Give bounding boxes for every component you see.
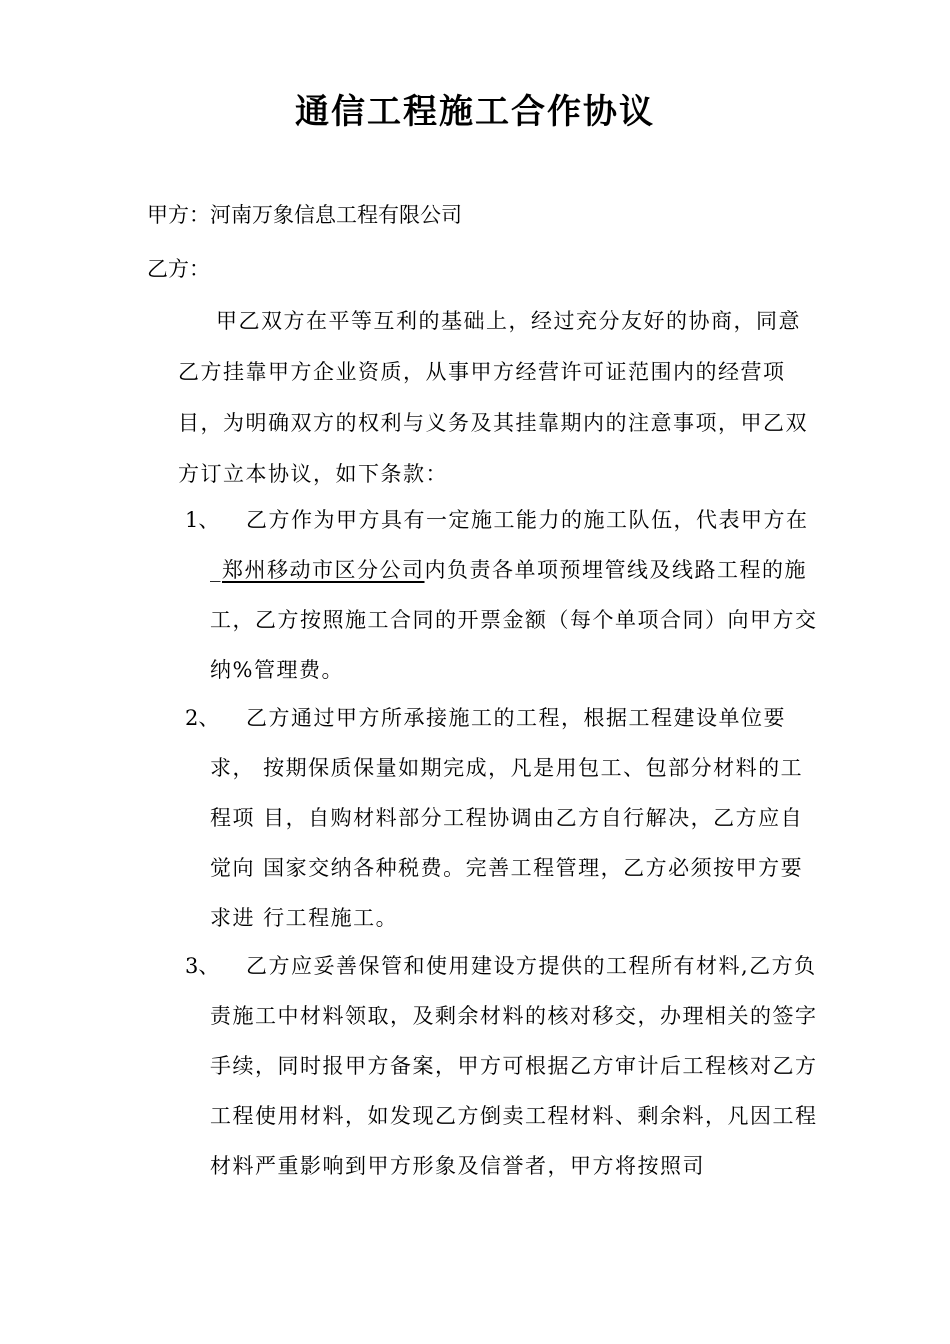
clause-3-number: 3、 [185,954,220,978]
clause-2-text: 乙方通过甲方所承接施工的工程，根据工程建设单位要求， 按期保质保量如期完成，凡是用包工、包部分材料的工程项 目，自购材料部分工程协调由乙方自行解决，乙方应自觉向 国家交纳各种税费。完善工程管理，乙方必须按甲方要求进 行工程施工。 [210,706,804,930]
intro-paragraph [178,296,820,500]
clause-3-text: 乙方应妥善保管和使用建设方提供的工程所有材料,乙方负责施工中材料领取，及剩余材料的核对移交，办理相关的签字手续，同时报甲方备案，甲方可根据乙方审计后工程核对乙方工程使用材料，如发现乙方倒卖工程材料、剩余料，凡因工程材料严重影响到甲方形象及信誉者，甲方将按照司 [210,954,818,1178]
intro-text: 甲乙双方在平等互利的基础上，经过充分友好的协商，同意乙方挂靠甲方企业资质，从事甲方经营许可证范围内的经营项目，为明确双方的权利与义务及其挂靠期内的注意事项，甲乙双方订立本协议，如下条款： [178,309,808,486]
clause-1-number: 1、 [185,508,220,532]
document-title: 通信工程施工合作协议 [295,92,655,132]
clause-1-text-after: 内负责各单项预埋管线及线路工程的施工，乙方按照施工合同的开票金额（每个单项合同）向甲方交纳%管理费。 [210,558,818,682]
clause-1-text-before: 乙方作为甲方具有一定施工能力的施工队伍，代表甲方在_ [210,508,809,582]
party-a-line: 甲方：河南万象信息工程有限公司 [147,203,462,227]
clause-1 [210,495,820,695]
clause-3 [210,941,820,1191]
party-b-line: 乙方： [147,257,210,281]
clause-2-number: 2、 [185,706,220,730]
clause-2 [210,693,820,943]
clause-1-underlined-branch: 郑州移动市区分公司 [222,558,425,582]
